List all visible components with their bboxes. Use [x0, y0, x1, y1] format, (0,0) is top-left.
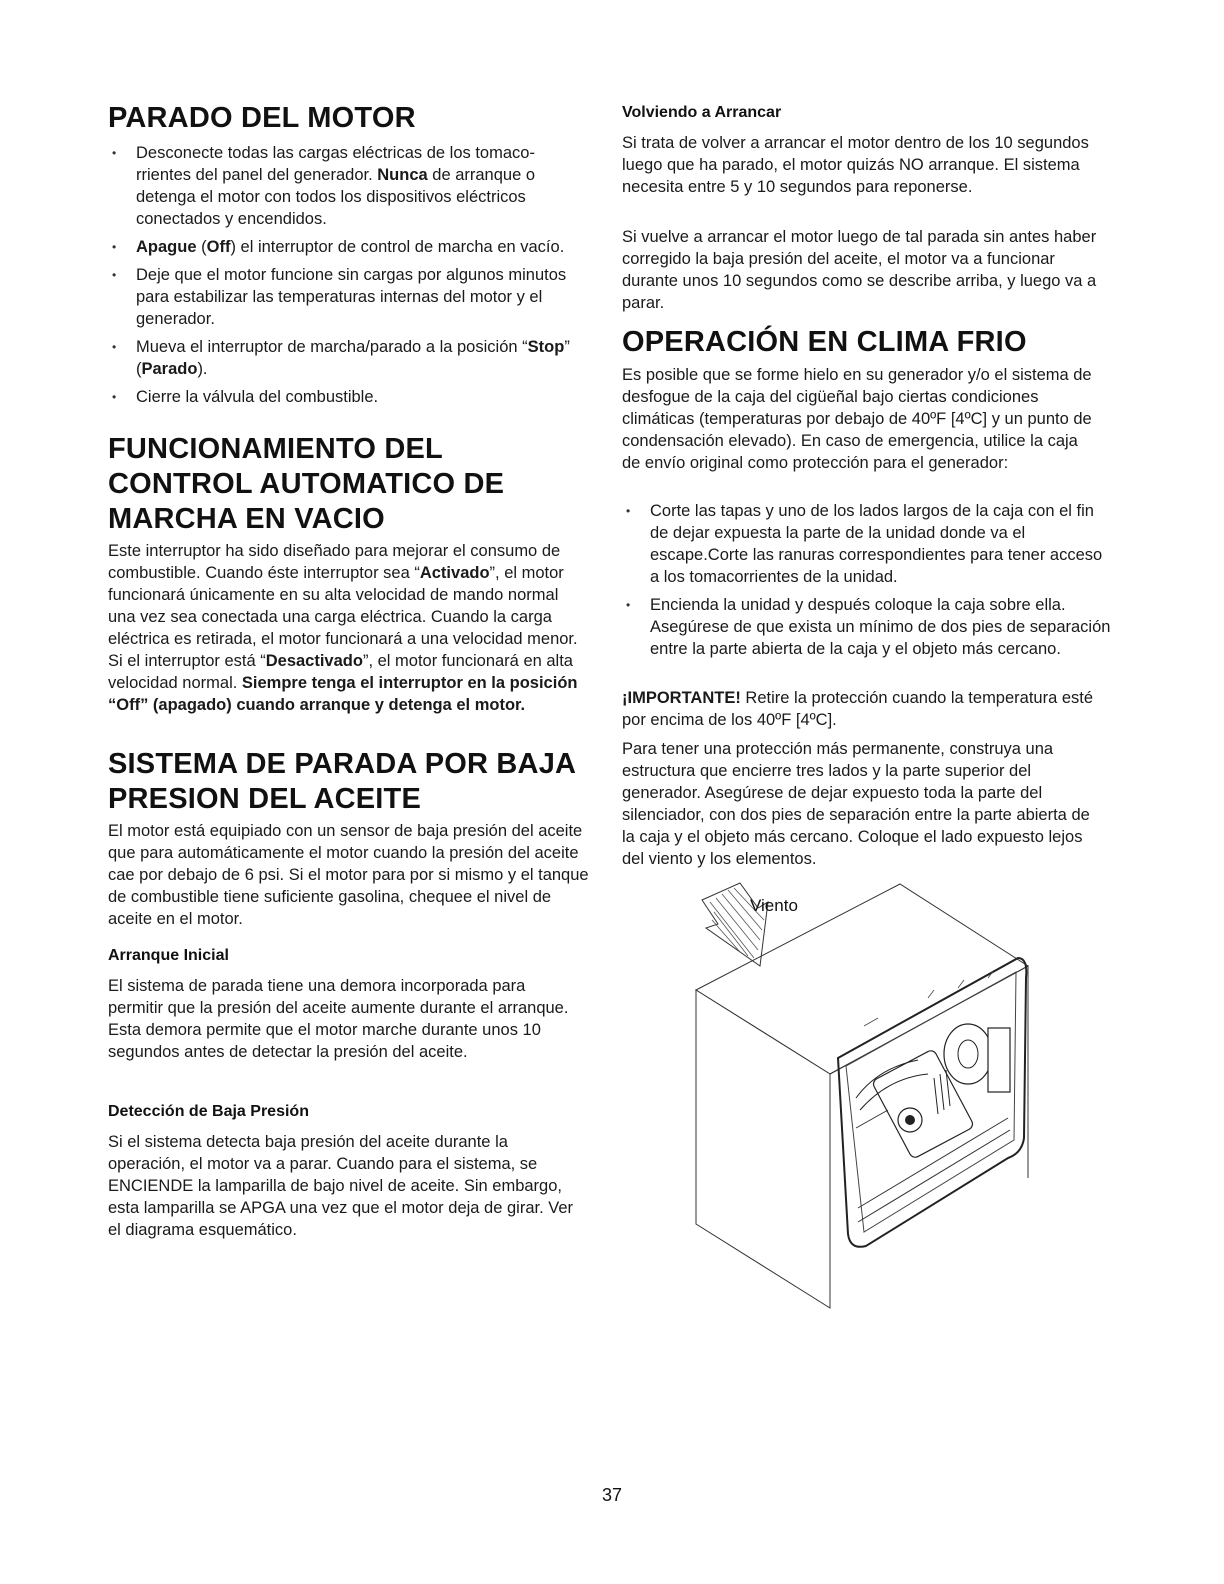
heading-parado-del-motor: PARADO DEL MOTOR: [108, 102, 416, 134]
paragraph-deteccion: Si el sistema detecta baja presión del aceite durante la operación, el motor va a parar. Cuando para el sistema, se ENCIENDE la lamparilla de bajo nivel de aceite. Sin embargo, esta lamparilla se APGA una vez que el motor deja de girar. Ver el diagrama esquemático.: [108, 1133, 574, 1239]
paragraph-idle-control: Este interruptor ha sido diseñado para mejorar el consumo de combustible. Cuando éste interruptor sea “Activado”, el motor funcionará únicamente en su alta velocidad de mando normal una vez sea conectada una carga eléctrica. Cuando la carga eléctrica es retirada, el motor funcionará a una velocidad menor. Si el interruptor está “Desactivado”, el motor funcionará en alta velocidad normal. Siempre tenga el interruptor en la posición “Off” (apagado) cuando arranque y detenga el motor.: [108, 542, 578, 714]
paragraph-restart-1: Si trata de volver a arrancar el motor dentro de los 10 segundos luego que ha parado, el motor quizás NO arranque. El sistema necesita entre 5 y 10 segundos para reponerse.: [622, 134, 1089, 196]
stop-steps-list: [108, 142, 578, 408]
paragraph-cold-1: Es posible que se forme hielo en su generador y/o el sistema de desfogue de la caja del cigüeñal bajo ciertas condiciones climáticas (temperaturas por debajo de 40ºF [4ºC] y un punto de condensación elevado). En caso de emergencia, utilice la caja de envío original como protección para el generador:: [622, 366, 1092, 472]
list-item: • Cierre la válvula del combustible.: [108, 386, 578, 408]
list-item: • Deje que el motor funcione sin cargas por algunos minutos para estabilizar las temperaturas internas del motor y el generador.: [108, 264, 578, 330]
paragraph-cold-3: Para tener una protección más permanente, construya una estructura que encierre tres lados y la parte superior del generador. Asegúrese de dejar expuesto toda la parte del silenciador, con dos pies de separación entre la parte abierta de la caja y el objeto más cercano. Coloque el lado expuesto lejos del viento y los elementos.: [622, 740, 1090, 868]
paragraph-importante: ¡IMPORTANTE! Retire la protección cuando la temperatura esté por encima de los 40ºF [4ºC].: [622, 689, 1094, 729]
list-item: • Desconecte todas las cargas eléctricas de los tomaco-rrientes del panel del generador. Nunca de arranque o detenga el motor con todos los dispositivos eléctricos conectados y encendidos.: [108, 142, 578, 230]
wind-label: Viento: [750, 896, 798, 915]
subheading-arranque-inicial: Arranque Inicial: [108, 947, 229, 964]
generator-box-illustration: [688, 878, 1048, 1318]
heading-funcionamiento-control: FUNCIONAMIENTO DEL CONTROL AUTOMATICO DE MARCHA EN VACIO: [108, 433, 505, 535]
subheading-deteccion-baja-presion: Detección de Baja Presión: [108, 1103, 309, 1120]
heading-clima-frio: OPERACIÓN EN CLIMA FRIO: [622, 326, 1027, 358]
paragraph-oil-sensor: El motor está equipiado con un sensor de baja presión del aceite que para automáticamente el motor cuando la presión del aceite cae por debajo de 6 psi. Si el motor para por si mismo y el tanque de combustible tiene suficiente gasolina, chequee el nivel de aceite en el motor.: [108, 822, 589, 928]
list-item: • Mueva el interruptor de marcha/parado a la posición “Stop” (Parado).: [108, 336, 578, 380]
list-item: • Corte las tapas y uno de los lados largos de la caja con el fin de dejar expuesta la parte de la unidad donde va el escape.Corte las ranuras correspondientes para tener acceso a los tomacorrientes de la unidad.: [622, 500, 1114, 588]
paragraph-arranque-inicial: El sistema de parada tiene una demora incorporada para permitir que la presión del aceite aumente durante el arranque. Esta demora permite que el motor marche durante unos 10 segundos antes de detectar la presión del aceite.: [108, 977, 569, 1061]
page-number: 37: [601, 1485, 623, 1505]
subheading-volviendo-arrancar: Volviendo a Arrancar: [622, 104, 782, 121]
generator-box-drawing: [688, 878, 1048, 1318]
list-item: • Apague (Off) el interruptor de control de marcha en vacío.: [108, 236, 578, 258]
paragraph-restart-2: Si vuelve a arrancar el motor luego de tal parada sin antes haber corregido la baja presión del aceite, el motor va a funcionar durante unos 10 segundos como se describe arriba, y luego va a parar.: [622, 228, 1097, 312]
cold-steps-list: [622, 500, 1114, 660]
heading-sistema-parada: SISTEMA DE PARADA POR BAJA PRESION DEL ACEITE: [108, 748, 576, 815]
list-item: • Encienda la unidad y después coloque la caja sobre ella. Asegúrese de que exista un mínimo de dos pies de separación entre la parte abierta de la caja y el objeto más cercano.: [622, 594, 1114, 660]
